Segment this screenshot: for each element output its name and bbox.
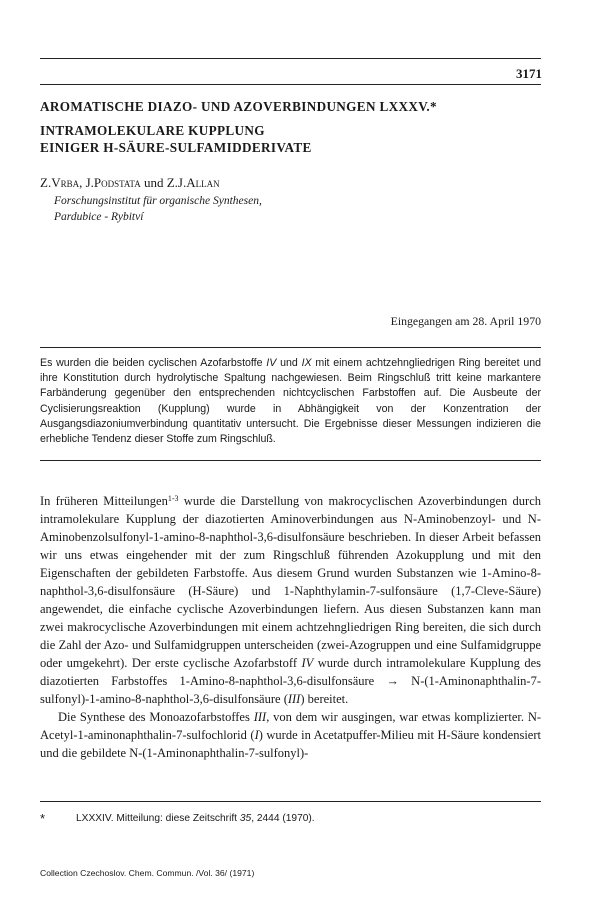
- text-segment: In früheren Mitteilungen: [40, 494, 168, 508]
- body-text: [40, 492, 541, 762]
- header-rule-bottom: [40, 84, 541, 85]
- text-segment: wurde die Darstellung von makrocyclischen Azoverbindungen durch intramolekulare Kupplung der diazotierten Aminoverbindungen aus N-Aminobenzoyl- und N-Aminobenzolsulfonyl-1-amino-8-naphthol-3,6-disulfonsäure beschrieben. In dieser Arbeit befassen wir uns etwas eingehender mit der zum Ringschluß führenden Azokupplung und mit den Eigenschaften der gebildeten Farbstoffe. Aus diesem Grund wurden Substanzen wie 1-Amino-8-naphthol-3,6-disulfonsäure (H-Säure) und 1-Naphthylamin-7-sulfonsäure (1,7-Cleve-Säure) angewendet, die einfache cyclische Azoverbindungen liefern. Aus diesen Substanzen kann man zwei makrocyclische Azoverbindungen mit einem achtzehngliedrigen Ring bereiten, die sich durch die Zahl der Azo- und Sulfamidgruppen unterscheiden (zwei-Azogruppen und eine Sulfamidgruppe oder umgekehrt). Der erste cyclische Azofarbstoff: [40, 494, 541, 670]
- body-paragraph: [40, 708, 541, 762]
- footnote-text: LXXXIV. Mitteilung: diese Zeitschrift: [76, 813, 240, 824]
- affiliation: [54, 193, 262, 225]
- header-rule-top: [40, 58, 541, 59]
- body-paragraph: [40, 492, 541, 708]
- footnote-rest: , 2444 (1970).: [251, 813, 315, 824]
- reference-superscript: 1-3: [167, 494, 179, 503]
- abstract-rule-top: [40, 347, 541, 348]
- author-list: [40, 175, 220, 191]
- received-date: Eingegangen am 28. April 1970: [390, 314, 541, 328]
- affiliation-line: Pardubice - Rybitví: [54, 211, 144, 223]
- author-name: Z.Vrba: [40, 175, 80, 190]
- footnote-volume: 35: [239, 813, 252, 824]
- text-segment: Die Synthese des Monoazofarbstoffes: [58, 710, 254, 724]
- abstract: [40, 356, 541, 447]
- abstract-rule-bottom: [40, 460, 541, 461]
- page-number: 3171: [516, 66, 542, 81]
- abstract-segment: Es wurden die beiden cyclischen Azofarbstoffe: [40, 357, 267, 369]
- journal-citation: Collection Czechoslov. Chem. Commun. /Vol. 36/ (1971): [40, 868, 255, 878]
- article-title-line2: INTRAMOLEKULARE KUPPLUNG: [40, 123, 265, 138]
- text-segment: , von dem wir ausgingen, war etwas komplizierter. N-Acetyl-1-aminonaphthalin-7-sulfochlorid (: [40, 710, 542, 742]
- author-separator: und: [140, 175, 167, 190]
- compound-ref: IX: [301, 357, 312, 369]
- text-segment: wurde durch intramolekulare Kupplung des diazotierten Farbstoffes 1-Amino-8-naphthol-3,6-disulfonsäure → N-(1-Aminonaphthalin-7-sulfonyl)-1-amino-8-naphthol-3,6-disulfonsäure (: [40, 656, 541, 706]
- author-separator: ,: [79, 175, 86, 190]
- author-name: J.Podstata: [85, 175, 141, 190]
- abstract-text: [40, 356, 541, 447]
- footnote-mark: *: [40, 811, 46, 826]
- text-segment: ) bereitet.: [300, 692, 349, 706]
- author-name: Z.J.Allan: [166, 175, 220, 190]
- affiliation-line: Forschungsinstitut für organische Synthesen,: [54, 195, 262, 207]
- article-title-line3: EINIGER H-SÄURE-SULFAMIDDERIVATE: [40, 140, 312, 155]
- footnote: [40, 811, 541, 826]
- compound-ref: III: [287, 692, 301, 706]
- compound-ref: IV: [266, 357, 277, 369]
- compound-ref: III: [253, 710, 267, 724]
- compound-ref: I: [254, 728, 259, 742]
- footnote-rule: [40, 801, 541, 802]
- compound-ref: IV: [301, 656, 314, 670]
- text-segment: ) wurde in Acetatpuffer-Milieu mit H-Säure kondensiert und die gebildete N-(1-Aminonaphthalin-7-sulfonyl)-: [40, 728, 541, 760]
- article-title-line1: AROMATISCHE DIAZO- UND AZOVERBINDUNGEN LXXXV.*: [40, 99, 437, 114]
- abstract-segment: und: [276, 357, 302, 369]
- abstract-segment: mit einem achtzehngliedrigen Ring bereitet und ihre Konstitution durch hydrolytische Spaltung nachgewiesen. Beim Ringschluß tritt keine markantere Farbänderung gegenüber den entsprechenden nichtcyclischen Farbstoffen auf. Die Ausbeute der Cyclisierungsreaktion (Kupplung) wurde in Abhängigkeit von der Konzentration der Ausgangsdiazoniumverbindung quantitativ untersucht. Die Ergebnisse dieser Messungen indizieren die erhebliche Tendenz dieser Stoffe zum Ringschluß.: [40, 357, 542, 446]
